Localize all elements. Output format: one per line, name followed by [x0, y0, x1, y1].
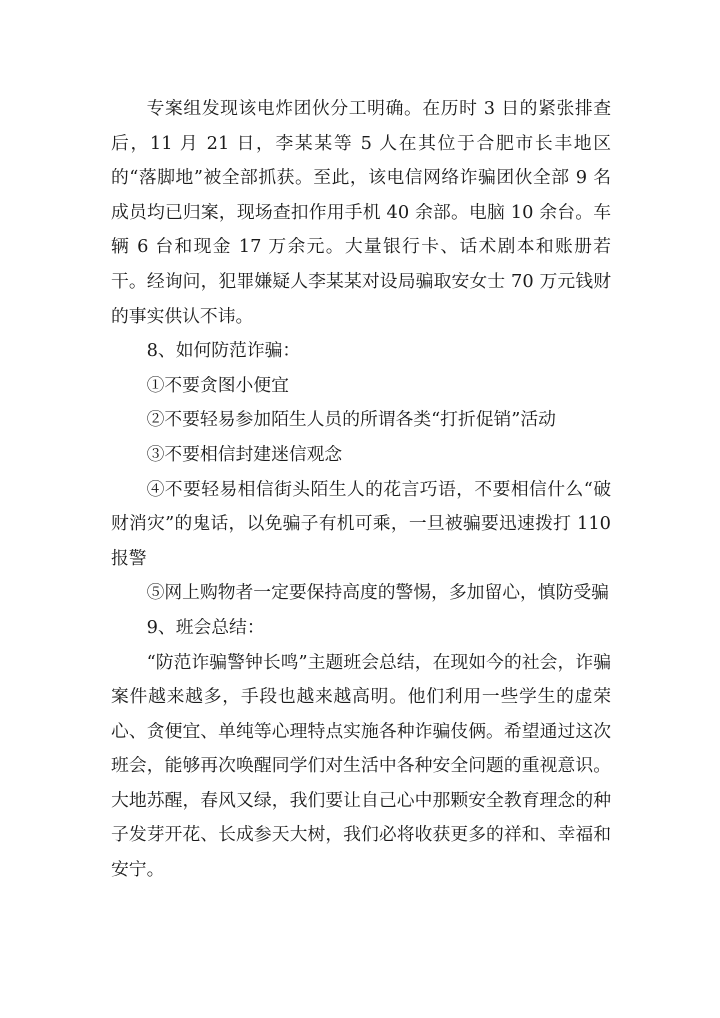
summary-paragraph: “防范诈骗警钟长鸣”主题班会总结，在现如今的社会，诈骗案件越来越多，手段也越来越高明。他们利用一些学生的虚荣心、贪便宜、单纯等心理特点实施各种诈骗伎俩。希望通过这次班会，能够再次唤醒同学们对生活中各种安全问题的重视意识。大地苏醒，春风又绿，我们要让自己心中那颗安全教育理念的种子发芽开花、长成参天大树，我们必将收获更多的祥和、幸福和安宁。	[111, 651, 611, 881]
prevention-item-3: ③不要相信封建迷信观念	[146, 443, 343, 465]
prevention-item-1: ①不要贪图小便宜	[146, 374, 289, 396]
section-8-heading: 8、如何防范诈骗：	[146, 340, 301, 362]
section-9-heading: 9、班会总结：	[146, 616, 265, 638]
prevention-item-4: ④不要轻易相信街头陌生人的花言巧语，不要相信什么“破财消灾”的鬼话，以免骗子有机可乘，一旦被骗要迅速拨打 110 报警	[111, 478, 611, 569]
document-page	[111, 92, 611, 888]
prevention-item-2: ②不要轻易参加陌生人员的所谓各类“打折促销”活动	[146, 409, 556, 431]
prevention-item-5: ⑤网上购物者一定要保持高度的警惕，多加留心，慎防受骗	[146, 582, 609, 604]
case-paragraph: 专案组发现该电炸团伙分工明确。在历时 3 日的紧张排查后，11 月 21 日，李某某等 5 人在其位于合肥市长丰地区的“落脚地”被全部抓获。至此，该电信网络诈骗团伙全部 9 名成员均已归案，现场查扣作用手机 40 余部。电脑 10 余台。车辆 6 台和现金 17 万余元。大量银行卡、话术剧本和账册若干。经询问，犯罪嫌疑人李某某对设局骗取安女士 70 万元钱财的事实供认不讳。	[111, 98, 611, 327]
